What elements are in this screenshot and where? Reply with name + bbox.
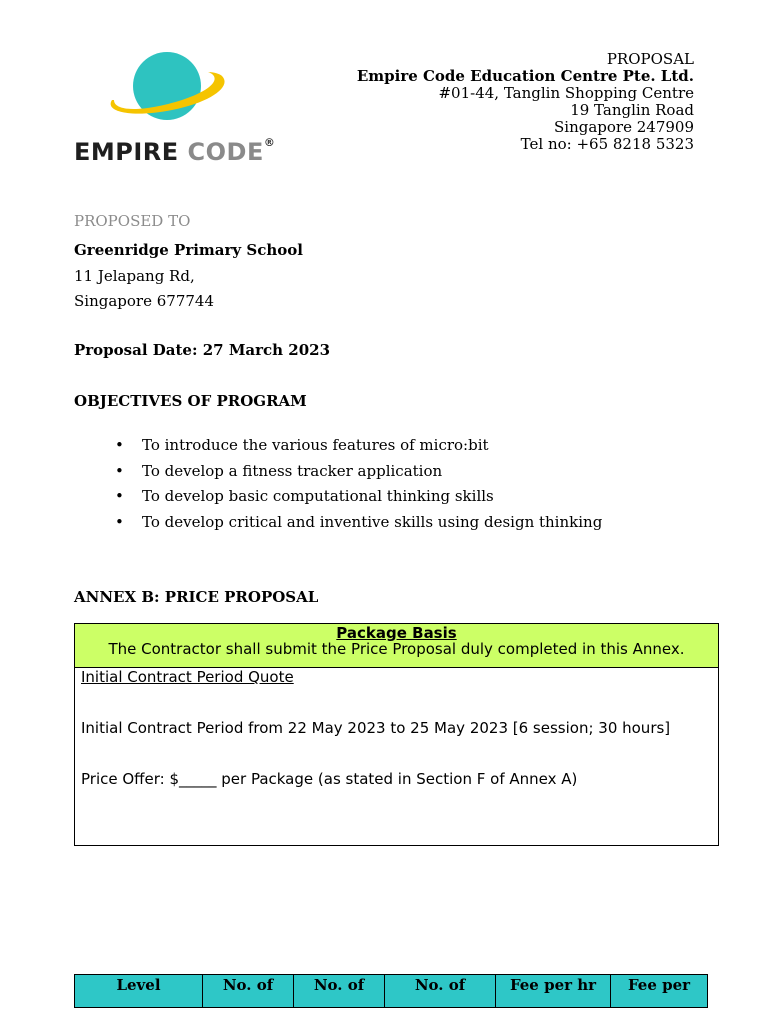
annex-title: ANNEX B: PRICE PROPOSAL: [74, 588, 319, 606]
package-basis-header: [75, 624, 718, 668]
recipient-address-line-2: Singapore 677744: [74, 292, 214, 310]
objectives-list: [115, 433, 602, 535]
bullet-icon: •: [115, 436, 124, 454]
col-no-of-3: No. of: [385, 975, 496, 1008]
recipient-school: Greenridge Primary School: [74, 241, 303, 259]
bullet-icon: •: [115, 461, 124, 480]
initial-contract-period-quote: Initial Contract Period Quote: [81, 668, 294, 686]
objective-text: To develop a fitness tracker application: [142, 461, 443, 480]
fee-table-header-row: [75, 975, 708, 1008]
logo-wordmark: [74, 138, 275, 166]
objective-text: To develop critical and inventive skills using design thinking: [142, 512, 603, 531]
objective-item: [115, 433, 602, 459]
objective-item: [115, 484, 602, 510]
logo-word-empire: EMPIRE: [74, 138, 179, 166]
initial-contract-period-range: Initial Contract Period from 22 May 2023 to 25 May 2023 [6 session; 30 hours]: [81, 719, 671, 737]
col-level: Level: [75, 975, 203, 1008]
company-address-line-2: 19 Tanglin Road: [570, 101, 694, 119]
price-proposal-body: [75, 668, 718, 788]
price-proposal-box: [74, 623, 719, 846]
col-no-of-1: No. of: [203, 975, 294, 1008]
col-fee-per: Fee per: [611, 975, 708, 1008]
price-offer: Price Offer: $_____ per Package (as stated in Section F of Annex A): [81, 770, 578, 788]
logo-word-code: CODE: [187, 138, 264, 166]
col-fee-per-hr: Fee per hr: [496, 975, 611, 1008]
package-basis-title: Package Basis: [336, 624, 457, 642]
recipient-block: [74, 238, 303, 315]
registered-mark: ®: [263, 136, 276, 149]
proposed-to-label: PROPOSED TO: [74, 212, 191, 230]
objective-text: To introduce the various features of micro:bit: [142, 436, 489, 454]
planet-logo-icon: [111, 52, 225, 120]
objective-item: [115, 459, 602, 485]
company-address-line-1: #01-44, Tanglin Shopping Centre: [438, 84, 694, 102]
document-label: PROPOSAL: [606, 50, 694, 68]
company-name: Empire Code Education Centre Pte. Ltd.: [356, 67, 694, 85]
proposal-date: Proposal Date: 27 March 2023: [74, 341, 331, 359]
company-header: [357, 51, 694, 153]
objective-text: To develop basic computational thinking skills: [142, 487, 494, 505]
fee-table: [74, 974, 708, 1008]
company-address-line-3: Singapore 247909: [554, 118, 694, 136]
objective-item: [115, 510, 602, 536]
col-no-of-2: No. of: [294, 975, 385, 1008]
objectives-title: OBJECTIVES OF PROGRAM: [74, 392, 307, 410]
bullet-icon: •: [115, 512, 124, 531]
recipient-address-line-1: 11 Jelapang Rd,: [74, 266, 195, 285]
bullet-icon: •: [115, 487, 124, 505]
package-basis-subtitle: The Contractor shall submit the Price Proposal duly completed in this Annex.: [108, 640, 685, 658]
company-tel: Tel no: +65 8218 5323: [520, 135, 694, 153]
